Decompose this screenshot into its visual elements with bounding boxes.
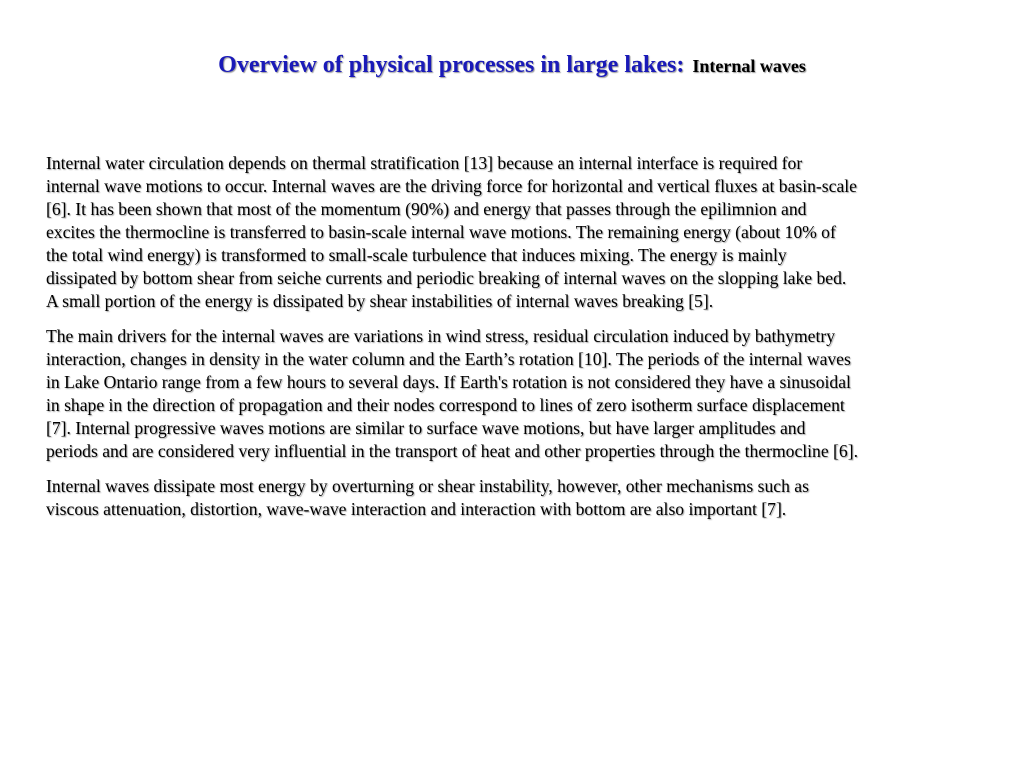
- paragraph-drivers: The main drivers for the internal waves are variations in wind stress, residual circulation induced by bathymetry interaction, changes in density in the water column and the Earth’s rotation [10]. The periods of the internal waves in Lake Ontario range from a few hours to several days. If Earth's rotation is not considered they have a sinusoidal in shape in the direction of propagation and their nodes correspond to lines of zero isotherm surface displacement [7]. Internal progressive waves motions are similar to surface wave motions, but have larger amplitudes and periods and are considered very influential in the transport of heat and other properties through the thermocline [6].: [46, 326, 858, 461]
- body-text: [46, 152, 1002, 533]
- title-main: Overview of physical processes in large lakes:: [218, 52, 685, 78]
- paragraph-stratification: Internal water circulation depends on thermal stratification [13] because an internal interface is required for internal wave motions to occur. Internal waves are the driving force for horizontal and vertical fluxes at basin-scale [6]. It has been shown that most of the momentum (90%) and energy that passes through the epilimnion and excites the thermocline is transferred to basin-scale internal wave motions. The remaining energy (about 10% of the total wind energy) is transformed to small-scale turbulence that induces mixing. The energy is mainly dissipated by bottom shear from seiche currents and periodic breaking of internal waves on the slopping lake bed. A small portion of the energy is dissipated by shear instabilities of internal waves breaking [5].: [46, 153, 857, 311]
- paragraph-dissipation: Internal waves dissipate most energy by overturning or shear instability, however, other mechanisms such as viscous attenuation, distortion, wave-wave interaction and interaction with bottom are also important [7].: [46, 476, 809, 519]
- slide-title: [0, 52, 1024, 79]
- title-subtitle: Internal waves: [692, 56, 806, 76]
